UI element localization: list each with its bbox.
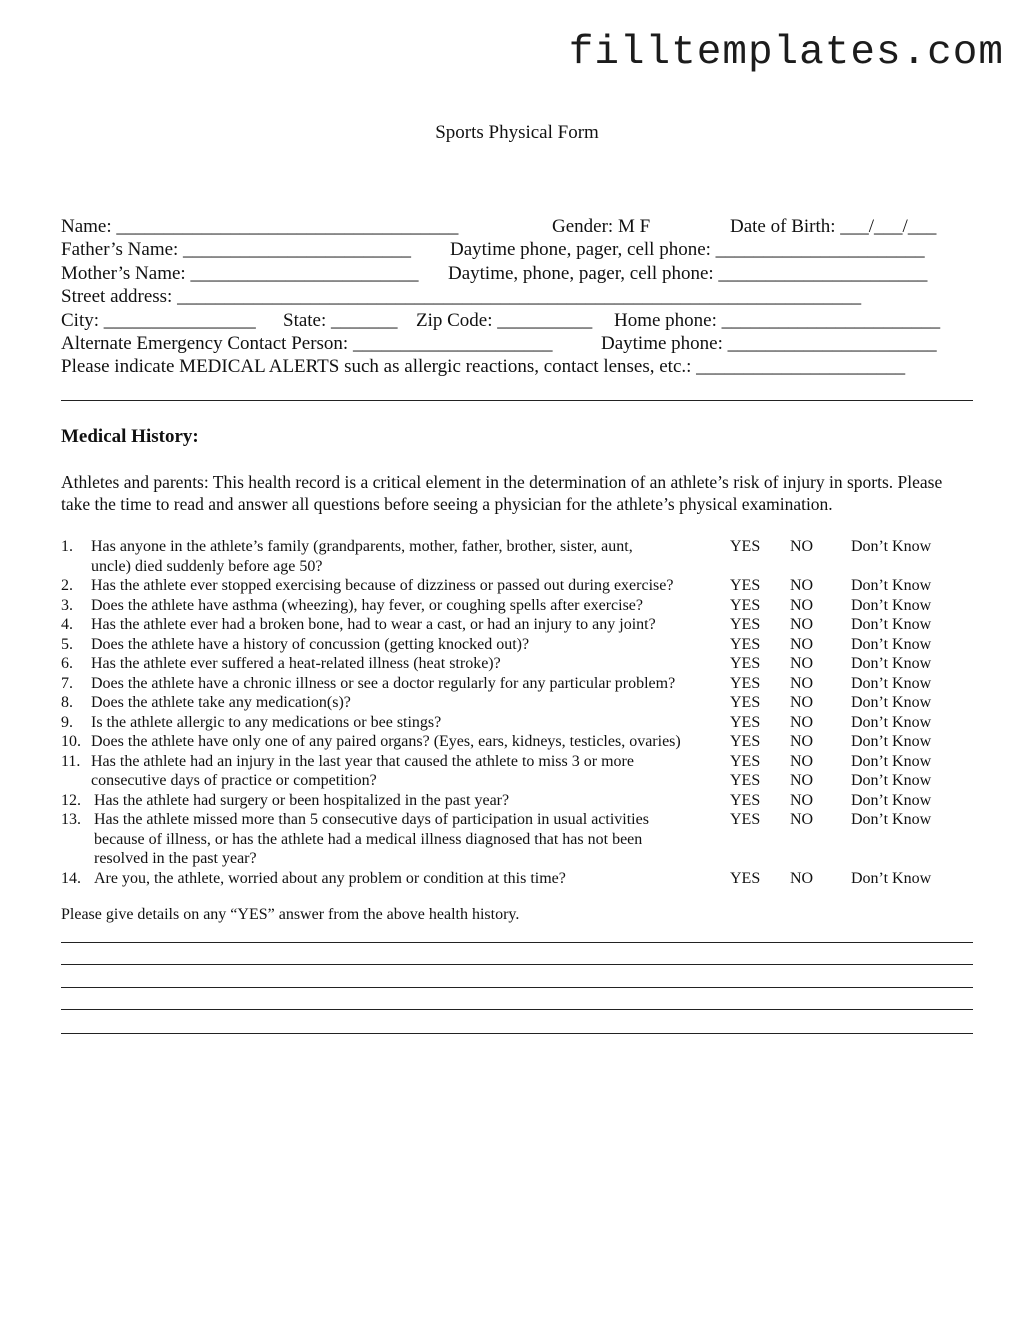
- medical-alerts-field[interactable]: Please indicate MEDICAL ALERTS such as allergic reactions, contact lenses, etc.: ______________________: [61, 356, 906, 378]
- state-field[interactable]: State: _______: [283, 309, 398, 331]
- medical-history-heading: Medical History:: [61, 426, 199, 447]
- answer-dont-know[interactable]: Don’t Know: [851, 577, 932, 594]
- answer-yes[interactable]: YES: [730, 869, 761, 887]
- answer-yes[interactable]: YES: [730, 577, 761, 594]
- question-row: [61, 732, 973, 752]
- medical-alerts-line: [61, 355, 973, 378]
- question-text: uncle) died suddenly before age 50?: [91, 557, 323, 575]
- mother-line: [61, 262, 973, 285]
- dob-field[interactable]: Date of Birth: ___/___/___: [730, 216, 937, 237]
- answer-no[interactable]: NO: [790, 733, 814, 750]
- answer-no[interactable]: NO: [790, 811, 814, 828]
- answer-dont-know[interactable]: Don’t Know: [851, 655, 932, 672]
- question-number: 6.: [61, 655, 73, 672]
- details-line[interactable]: [61, 1009, 973, 1010]
- answer-no[interactable]: NO: [790, 674, 814, 692]
- answer-yes[interactable]: YES: [730, 655, 761, 672]
- answer-yes[interactable]: YES: [730, 733, 761, 750]
- question-text: Does the athlete take any medication(s)?: [91, 694, 351, 711]
- answer-no[interactable]: NO: [790, 752, 814, 770]
- question-number: 1.: [61, 538, 73, 555]
- question-row: [61, 771, 973, 791]
- answer-yes[interactable]: YES: [730, 616, 761, 633]
- gender-field[interactable]: Gender: M F: [552, 216, 651, 237]
- answer-dont-know[interactable]: Don’t Know: [851, 538, 932, 555]
- question-number: 5.: [61, 635, 73, 653]
- answer-no[interactable]: NO: [790, 713, 814, 731]
- question-number: 12.: [61, 791, 81, 809]
- street-address-field[interactable]: Street address: ________________________________________________________________________: [61, 286, 862, 308]
- answer-dont-know[interactable]: Don’t Know: [851, 635, 932, 653]
- question-row: [61, 810, 973, 830]
- answer-dont-know[interactable]: Don’t Know: [851, 616, 932, 633]
- answer-no[interactable]: NO: [790, 791, 814, 809]
- watermark-text: filltemplates.com: [568, 30, 1004, 76]
- answer-no[interactable]: NO: [790, 772, 814, 789]
- question-number: 3.: [61, 596, 73, 614]
- city-line: [61, 309, 973, 332]
- question-row: [61, 869, 973, 889]
- answer-no[interactable]: NO: [790, 655, 814, 672]
- question-row: [61, 537, 973, 557]
- answer-yes[interactable]: YES: [730, 538, 761, 555]
- mother-phone-field[interactable]: Daytime, phone, pager, cell phone: ______________________: [448, 262, 928, 284]
- intro-paragraph: Athletes and parents: This health record is a critical element in the determination of an athlete’s risk of injury in sports. Please take the time to read and answer all questions before seeing a physician for the athlete’s physical examination.: [61, 472, 943, 514]
- question-number: 4.: [61, 616, 73, 633]
- mother-name-field[interactable]: Mother’s Name: ________________________: [61, 262, 419, 284]
- question-number: 7.: [61, 674, 73, 692]
- answer-no[interactable]: NO: [790, 538, 814, 555]
- answer-dont-know[interactable]: Don’t Know: [851, 791, 932, 809]
- question-number: 10.: [61, 733, 81, 750]
- answer-dont-know[interactable]: Don’t Know: [851, 674, 932, 692]
- details-line[interactable]: [61, 942, 973, 943]
- page-title: Sports Physical Form: [435, 122, 599, 143]
- answer-yes[interactable]: YES: [730, 635, 761, 653]
- details-prompt: Please give details on any “YES” answer from the above health history.: [61, 906, 520, 923]
- name-line: [61, 215, 973, 238]
- question-row: [61, 791, 973, 811]
- answer-yes[interactable]: YES: [730, 694, 761, 711]
- alt-contact-field[interactable]: Alternate Emergency Contact Person: _____________________: [61, 332, 553, 354]
- question-text: Does the athlete have asthma (wheezing), hay fever, or coughing spells after exercise?: [91, 596, 644, 614]
- details-line[interactable]: [61, 1033, 973, 1034]
- answer-no[interactable]: NO: [790, 616, 814, 633]
- answer-no[interactable]: NO: [790, 577, 814, 594]
- question-row: [61, 576, 973, 596]
- answer-yes[interactable]: YES: [730, 596, 761, 614]
- home-phone-field[interactable]: Home phone: _______________________: [614, 309, 941, 331]
- question-row: [61, 713, 973, 733]
- answer-no[interactable]: NO: [790, 635, 814, 653]
- details-line[interactable]: [61, 987, 973, 988]
- question-text: Does the athlete have only one of any paired organs? (Eyes, ears, kidneys, testicles, ovaries): [91, 733, 681, 750]
- answer-yes[interactable]: YES: [730, 811, 761, 828]
- medical-alerts-blank-line[interactable]: [61, 400, 973, 401]
- question-row: [61, 674, 973, 694]
- answer-yes[interactable]: YES: [730, 772, 761, 789]
- question-text: Has the athlete ever suffered a heat-related illness (heat stroke)?: [91, 655, 501, 672]
- question-text: Does the athlete have a history of concussion (getting knocked out)?: [91, 635, 530, 653]
- question-number: 13.: [61, 811, 81, 828]
- question-row: [61, 557, 973, 577]
- answer-dont-know[interactable]: Don’t Know: [851, 752, 932, 770]
- question-row: [61, 615, 973, 635]
- answer-dont-know[interactable]: Don’t Know: [851, 596, 932, 614]
- question-row: [61, 830, 973, 850]
- answer-dont-know[interactable]: Don’t Know: [851, 772, 932, 789]
- question-row: [61, 849, 973, 869]
- answer-dont-know[interactable]: Don’t Know: [851, 733, 932, 750]
- question-row: [61, 635, 973, 655]
- question-number: 8.: [61, 694, 73, 711]
- alt-phone-field[interactable]: Daytime phone: ______________________: [601, 332, 937, 354]
- answer-yes[interactable]: YES: [730, 713, 761, 731]
- father-line: [61, 238, 973, 261]
- question-text: Does the athlete have a chronic illness or see a doctor regularly for any particular problem?: [91, 674, 676, 692]
- question-number: 14.: [61, 869, 81, 887]
- name-field[interactable]: Name: ____________________________________: [61, 216, 459, 237]
- alt-contact-line: [61, 332, 973, 355]
- question-text: Is the athlete allergic to any medications or bee stings?: [91, 713, 442, 731]
- question-row: [61, 752, 973, 772]
- question-text: because of illness, or has the athlete had a medical illness diagnosed that has not been: [94, 830, 643, 848]
- question-text: Has the athlete missed more than 5 consecutive days of participation in usual activities: [94, 811, 649, 828]
- father-name-field[interactable]: Father’s Name: ________________________: [61, 239, 412, 261]
- street-line: [61, 285, 973, 308]
- answer-dont-know[interactable]: Don’t Know: [851, 694, 932, 711]
- zip-code-field[interactable]: Zip Code: __________: [416, 309, 593, 331]
- question-row: [61, 693, 973, 713]
- father-phone-field[interactable]: Daytime phone, pager, cell phone: ______________________: [450, 239, 925, 261]
- question-number: 11.: [61, 752, 81, 770]
- details-line[interactable]: [61, 964, 973, 965]
- question-text: Has the athlete ever stopped exercising because of dizziness or passed out during exercise?: [91, 577, 674, 594]
- answer-dont-know[interactable]: Don’t Know: [851, 869, 932, 887]
- answer-no[interactable]: NO: [790, 869, 814, 887]
- answer-no[interactable]: NO: [790, 694, 814, 711]
- question-row: [61, 654, 973, 674]
- question-text: Has anyone in the athlete’s family (grandparents, mother, father, brother, sister, aunt,: [91, 538, 633, 555]
- question-number: 9.: [61, 713, 73, 731]
- question-list: [61, 537, 973, 888]
- answer-yes[interactable]: YES: [730, 752, 761, 770]
- question-text: Are you, the athlete, worried about any problem or condition at this time?: [94, 869, 566, 887]
- answer-dont-know[interactable]: Don’t Know: [851, 811, 932, 828]
- question-number: 2.: [61, 577, 73, 594]
- question-text: Has the athlete ever had a broken bone, had to wear a cast, or had an injury to any joint?: [91, 616, 656, 633]
- question-text: Has the athlete had an injury in the last year that caused the athlete to miss 3 or more: [91, 752, 634, 770]
- city-field[interactable]: City: ________________: [61, 309, 256, 331]
- question-text: consecutive days of practice or competition?: [91, 772, 377, 789]
- personal-info-section: [61, 215, 973, 379]
- answer-no[interactable]: NO: [790, 596, 814, 614]
- question-text: resolved in the past year?: [94, 850, 257, 867]
- question-text: Has the athlete had surgery or been hospitalized in the past year?: [94, 791, 510, 809]
- question-row: [61, 596, 973, 616]
- answer-yes[interactable]: YES: [730, 674, 761, 692]
- answer-yes[interactable]: YES: [730, 791, 761, 809]
- answer-dont-know[interactable]: Don’t Know: [851, 713, 932, 731]
